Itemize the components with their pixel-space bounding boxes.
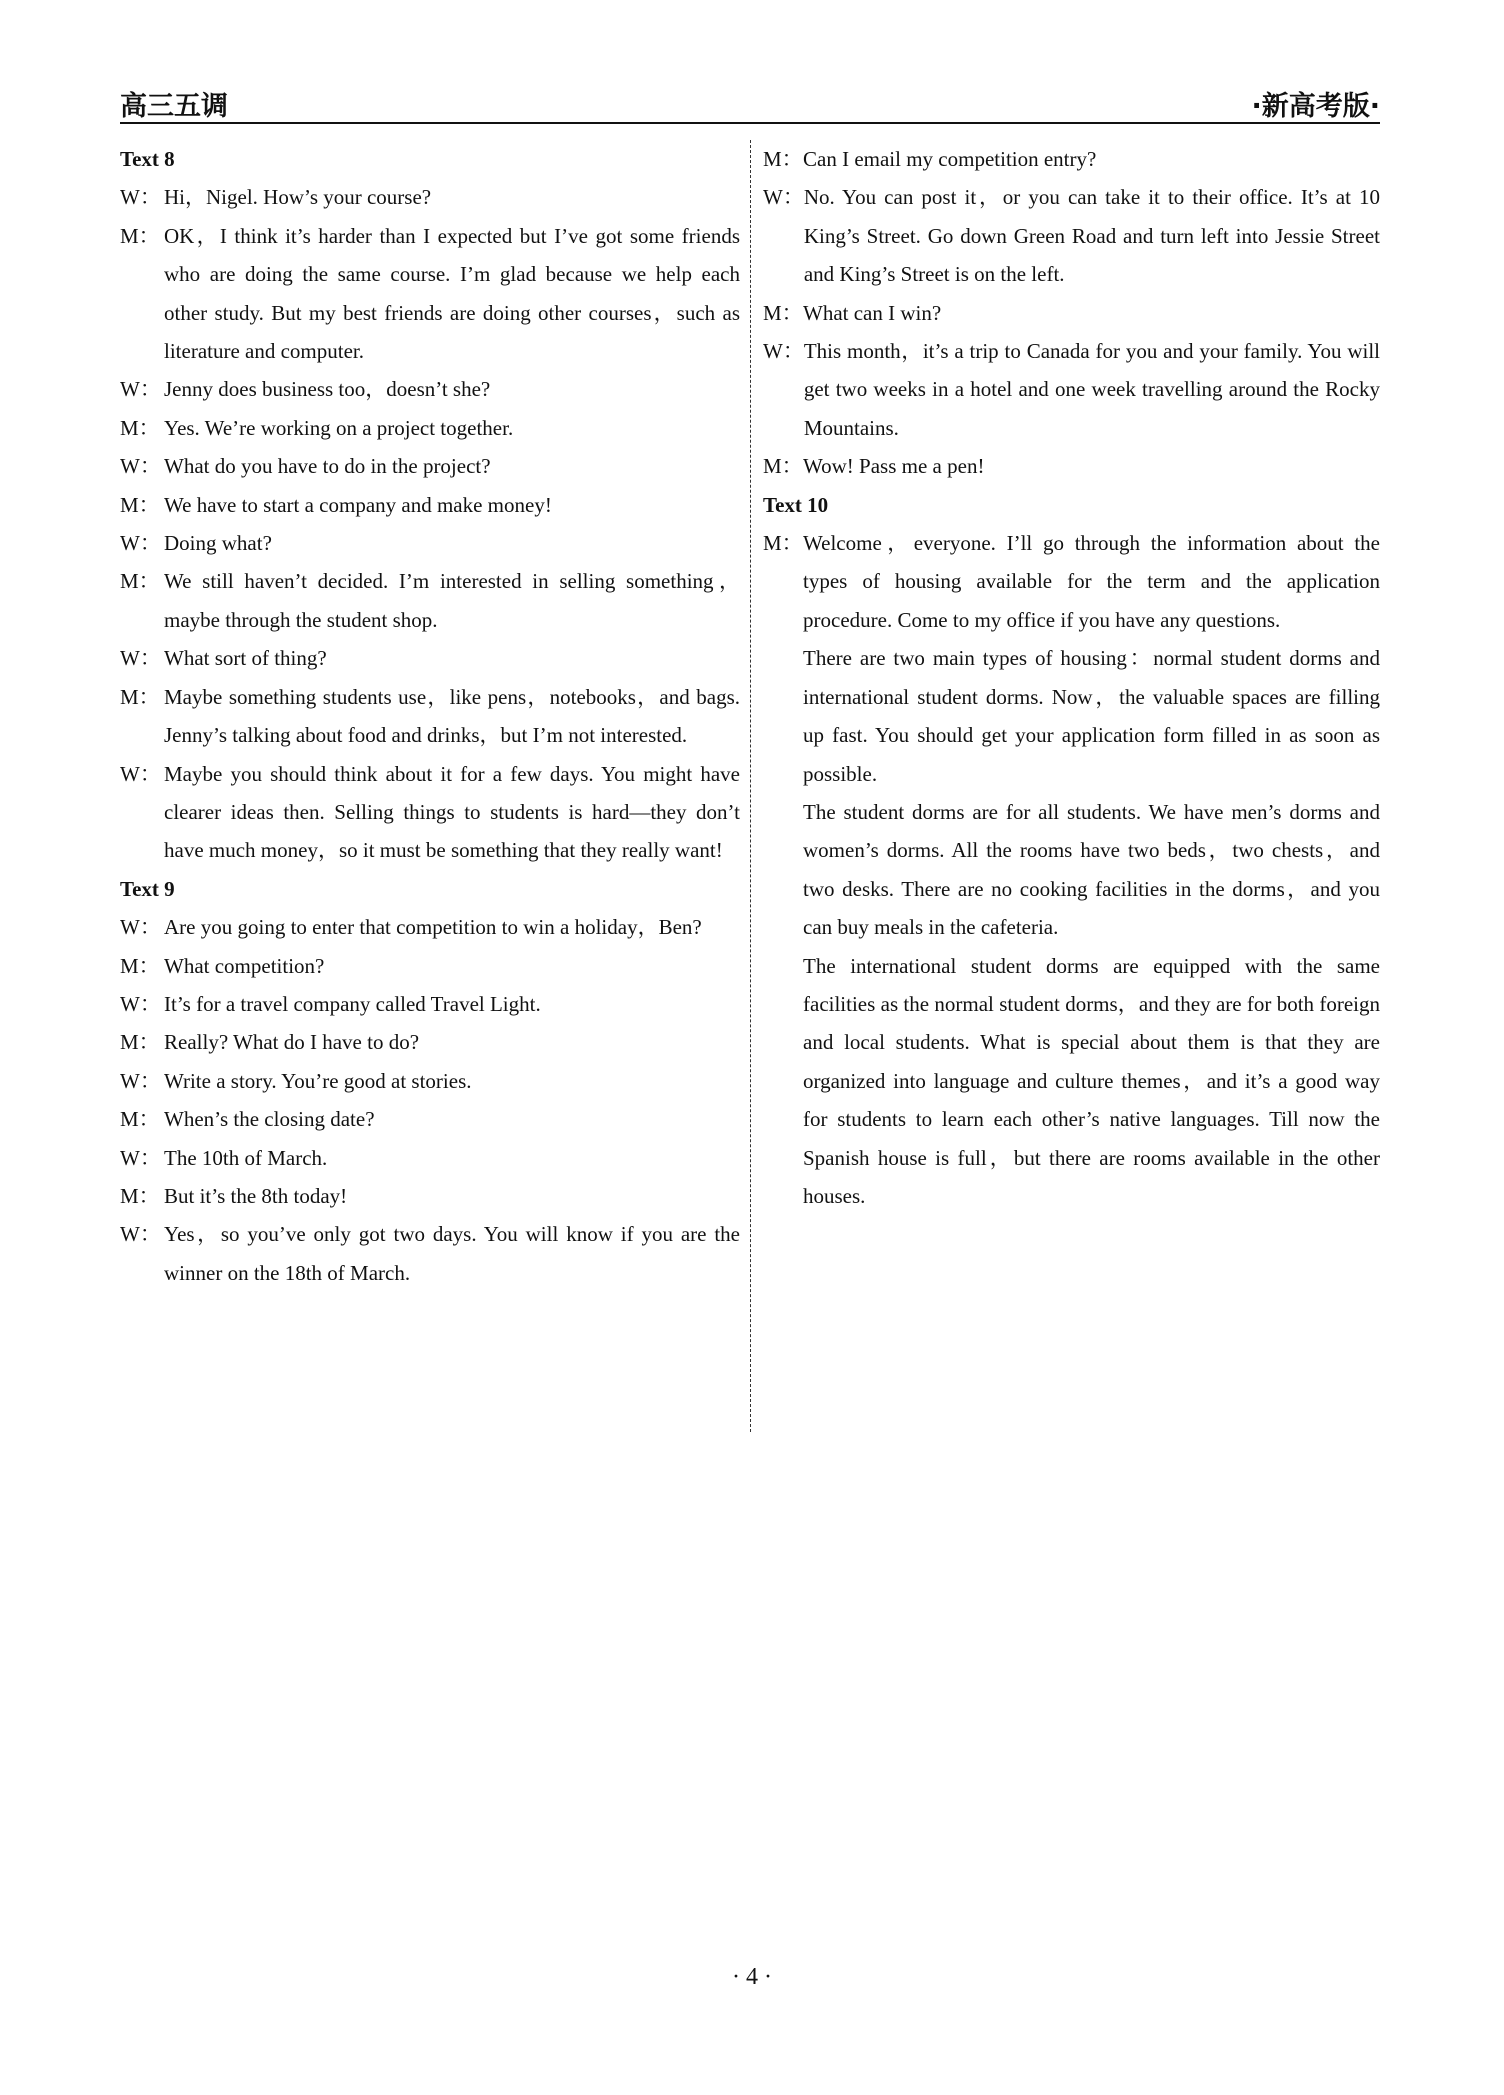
dialogue-text: What sort of thing?: [164, 646, 327, 671]
dialogue-line: [120, 985, 740, 1023]
paragraph: Welcome，everyone. I’ll go through the information about the types of housing available for the term and the application procedure. Come to my office if you have any questions.: [803, 531, 1380, 632]
dialogue-text: Are you going to enter that competition to win a holiday，Ben?: [164, 915, 702, 940]
speaker-label: M：: [120, 1030, 160, 1055]
dialogue-line: [120, 524, 740, 562]
speaker-label: W：: [120, 185, 161, 210]
speaker-label: M：: [120, 1107, 160, 1132]
dialogue-line: [120, 908, 740, 946]
dialogue-line: [120, 1100, 740, 1138]
dialogue-text: The 10th of March.: [164, 1145, 328, 1170]
dialogue-line: [120, 1215, 740, 1292]
speaker-label: W：: [763, 339, 804, 364]
text10-paragraphs: [803, 524, 1380, 1215]
text9-dialogue-continued: [763, 140, 1380, 486]
dialogue-line: [120, 1177, 740, 1215]
dialogue-text: Write a story. You’re good at stories.: [164, 1068, 472, 1093]
speaker-label: M：: [763, 531, 803, 556]
dialogue-text: Jenny does business too，doesn’t she?: [164, 377, 491, 402]
speaker-label: M：: [120, 569, 160, 594]
paragraph: The international student dorms are equipped with the same facilities as the normal student dorms，and they are for both foreign and local students. What is special about them is that they are organized into language and culture themes，and it’s a good way for students to learn each other’s native languages. Till now the Spanish house is full，but there are rooms available in the other houses.: [803, 953, 1380, 1208]
dialogue-line: [120, 1023, 740, 1061]
dialogue-line: [120, 1062, 740, 1100]
speaker-label: W：: [120, 454, 161, 479]
header-edition: ·新高考版·: [1251, 91, 1380, 122]
dialogue-line: [120, 1139, 740, 1177]
speaker-label: W：: [120, 915, 161, 940]
dialogue-text: Maybe something students use，like pens，notebooks，and bags. Jenny’s talking about food and drinks，but I’m not interested.: [164, 684, 740, 748]
dialogue-line: [120, 755, 740, 870]
dialogue-line: [120, 562, 740, 639]
text8-dialogue: [120, 178, 740, 869]
page-number: · 4 ·: [732, 1964, 772, 1990]
dialogue-text: It’s for a travel company called Travel Light.: [164, 991, 541, 1016]
left-column: [120, 140, 740, 1292]
text10-monologue: [763, 524, 1380, 1215]
dialogue-line: [763, 178, 1380, 293]
page-header: [120, 82, 1380, 124]
speaker-label: W：: [120, 1222, 161, 1247]
dialogue-text: We have to start a company and make money!: [164, 492, 552, 517]
speaker-label: M：: [763, 300, 803, 325]
dialogue-line: [120, 409, 740, 447]
dialogue-text: This month，it’s a trip to Canada for you and your family. You will get two weeks in a hotel and one week travelling around the Rocky Mountains.: [803, 339, 1380, 440]
speaker-label: W：: [120, 377, 161, 402]
speaker-label: M：: [763, 454, 803, 479]
dialogue-text: Yes，so you’ve only got two days. You will know if you are the winner on the 18th of March.: [164, 1222, 740, 1285]
paragraph: The student dorms are for all students. We have men’s dorms and women’s dorms. All the rooms have two beds，two chests，and two desks. There are no cooking facilities in the dorms，and you can buy meals in the cafeteria.: [803, 799, 1380, 940]
dialogue-line: [120, 678, 740, 755]
dialogue-line: [120, 370, 740, 408]
dialogue-text: What do you have to do in the project?: [164, 454, 491, 479]
section-title-text10: Text 10: [763, 492, 829, 517]
paragraph: There are two main types of housing：normal student dorms and international student dorms. Now，the valuable spaces are filling up fast. You should get your application form filled in as soon as possible.: [803, 646, 1380, 786]
right-column: [763, 140, 1380, 1215]
speaker-label: W：: [120, 1145, 161, 1170]
column-divider: [750, 140, 751, 1432]
section-title-text9: Text 9: [120, 876, 175, 901]
dialogue-line: [763, 140, 1380, 178]
section-title-text8: Text 8: [120, 147, 175, 171]
dialogue-text: We still haven’t decided. I’m interested in selling something，maybe through the student shop.: [164, 569, 740, 632]
speaker-label: W：: [763, 185, 804, 210]
speaker-label: M：: [120, 684, 160, 709]
speaker-label: M：: [120, 223, 160, 248]
dialogue-text: When’s the closing date?: [164, 1107, 375, 1132]
dialogue-line: [120, 217, 740, 371]
dialogue-line: [120, 639, 740, 677]
dialogue-text: No. You can post it，or you can take it to their office. It’s at 10 King’s Street. Go down Green Road and turn left into Jessie Street and King’s Street is on the left.: [803, 185, 1380, 287]
dialogue-text: What can I win?: [803, 300, 942, 325]
speaker-label: M：: [120, 492, 160, 517]
dialogue-line: [120, 447, 740, 485]
dialogue-text: Wow! Pass me a pen!: [803, 454, 985, 479]
speaker-label: M：: [120, 953, 160, 978]
speaker-label: W：: [120, 761, 161, 786]
speaker-label: M：: [120, 1183, 160, 1208]
dialogue-text: Can I email my competition entry?: [803, 147, 1097, 171]
dialogue-text: Yes. We’re working on a project together.: [164, 415, 514, 440]
dialogue-text: Maybe you should think about it for a few days. You might have clearer ideas then. Selling things to students is hard—they don’t have much money，so it must be something that they really want!: [164, 761, 740, 863]
header-title: 高三五调: [120, 91, 228, 122]
speaker-label: W：: [120, 646, 161, 671]
dialogue-line: [120, 486, 740, 524]
dialogue-line: [763, 332, 1380, 447]
dialogue-line: [763, 447, 1380, 485]
dialogue-text: Doing what?: [164, 531, 272, 556]
dialogue-text: But it’s the 8th today!: [164, 1183, 348, 1208]
speaker-label: W：: [120, 531, 161, 556]
speaker-label: W：: [120, 1068, 161, 1093]
dialogue-text: Really? What do I have to do?: [164, 1030, 420, 1055]
dialogue-text: OK，I think it’s harder than I expected but I’ve got some friends who are doing the same course. I’m glad because we help each other study. But my best friends are doing other courses，such as literature and computer.: [164, 223, 740, 364]
dialogue-text: What competition?: [164, 953, 325, 978]
text9-dialogue: [120, 908, 740, 1292]
dialogue-text: Hi，Nigel. How’s your course?: [164, 185, 432, 210]
speaker-label: M：: [120, 415, 160, 440]
speaker-label: M：: [763, 147, 803, 171]
dialogue-line: [120, 178, 740, 216]
speaker-label: W：: [120, 991, 161, 1016]
dialogue-line: [763, 294, 1380, 332]
dialogue-line: [120, 947, 740, 985]
